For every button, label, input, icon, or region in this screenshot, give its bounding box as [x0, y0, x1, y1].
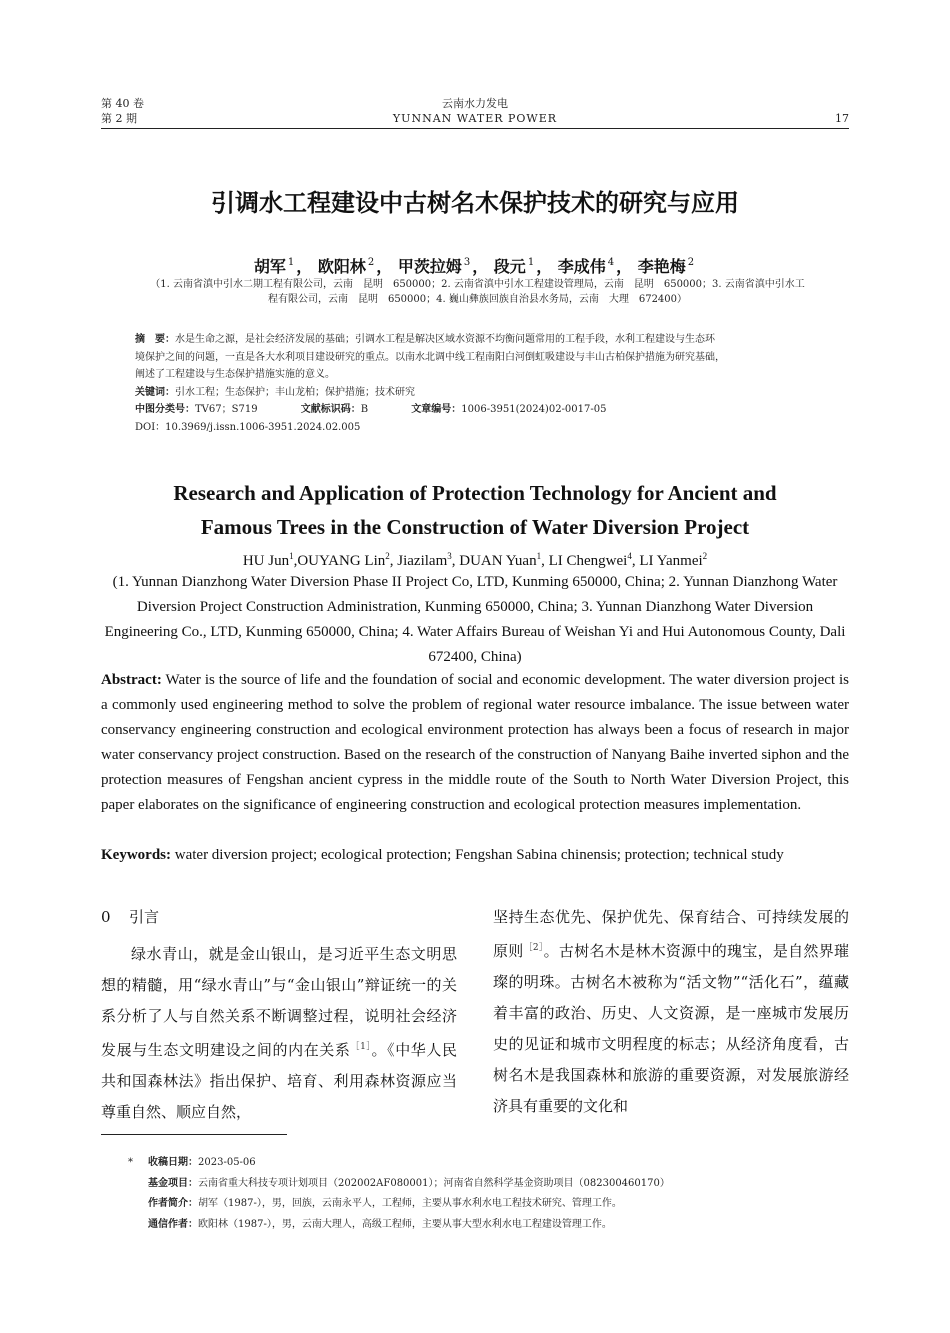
author-sep: ，: [376, 257, 393, 276]
authors-en: [0, 545, 950, 572]
header-journal-cn: 云南水力发电: [442, 97, 508, 110]
body-paragraph: [101, 939, 457, 1128]
body-paragraph: [493, 902, 849, 1122]
author-sep: ,: [631, 553, 640, 569]
keywords-cn-label: 关键词：: [135, 386, 175, 398]
article-no-label: 文章编号：: [411, 404, 462, 415]
author-sup: 2: [702, 551, 708, 561]
author-sup: 3: [447, 551, 452, 561]
author-en: LI Chengwei: [548, 553, 628, 569]
header-issue: 第 2 期: [101, 112, 137, 125]
author-sup: 1: [289, 551, 294, 561]
author-en: DUAN Yuan: [459, 553, 537, 569]
author-sup: 2: [385, 551, 390, 561]
abstract-en: [101, 668, 849, 818]
keywords-cn-text: 引水工程；生态保护；丰山龙柏；保护措施；技术研究: [175, 386, 415, 398]
footnote-label: 基金项目：: [148, 1177, 198, 1189]
footnote-text: 2023-05-06: [198, 1157, 256, 1168]
author-sup: 4: [607, 257, 615, 268]
affiliation-cn: [110, 277, 845, 307]
abstract-cn-text: 境保护之间的问题，一直是各大水利项目建设研究的重点。以南水北调中线工程南阳白河倒虹吸建设与丰山古柏保护措施为研究基础，: [135, 351, 725, 363]
author-sup: 1: [527, 257, 535, 268]
section-number: 0: [101, 908, 111, 926]
body-text: 坚持生态优先、保护优先、保育结合、可持续发展的原则: [493, 908, 849, 960]
title-en-line: Research and Application of Protection Technology for Ancient and: [173, 481, 777, 505]
footnote-text: 胡军（1987-），男，回族，云南永平人，工程师，主要从事水利水电工程技术研究、管理工作。: [198, 1198, 622, 1209]
author-en: HU Jun: [242, 553, 290, 569]
citation-ref[interactable]: ［2］: [523, 943, 544, 953]
author-cn: 段元: [493, 257, 526, 276]
footnote-text: 欧阳林（1987-），男，云南大理人，高级工程师，主要从事大型水利水电工程建设管理工作。: [198, 1218, 612, 1230]
body-text: 。古树名木是林木资源中的瑰宝，是自然界璀璨的明珠。古树名木被称为“活文物”“活化石”，蕴藏着丰富的政治、历史、人文资源，是一座城市发展历史的见证和城市文明程度的标志；从经济角度看，古树名木是我国森林和旅游的重要资源，对发展旅游经济具有重要的文化和: [493, 942, 849, 1115]
body-right-column: [493, 902, 849, 1122]
abstract-en-label: Abstract:: [101, 672, 162, 688]
title-en: [0, 476, 950, 544]
author-sup: 2: [687, 257, 695, 268]
author-en: LI Yanmei: [639, 553, 703, 569]
author-cn: 李艳梅: [637, 257, 686, 276]
abstract-cn: [135, 331, 815, 436]
author-sep: ，: [616, 257, 633, 276]
section-heading: [101, 902, 457, 933]
abstract-cn-text: 水是生命之源，是社会经济发展的基础；引调水工程是解决区域水资源不均衡问题常用的工程手段，水利工程建设与生态环: [175, 334, 715, 345]
footnote-text: 云南省重大科技专项计划项目（202002AF080001）；河南省自然科学基金资助项目（082300460170）: [198, 1177, 670, 1189]
author-cn: 李成伟: [557, 257, 606, 276]
classification-value: TV67；S719: [195, 404, 258, 415]
keywords-en-label: Keywords:: [101, 847, 171, 863]
authors-cn: [0, 251, 950, 279]
doi: DOI：10.3969/j.issn.1006-3951.2024.02.005: [135, 421, 361, 433]
author-sep: ，: [536, 257, 553, 276]
doc-code-label: 文献标识码：: [300, 404, 361, 415]
footnote-fund: [148, 1174, 848, 1195]
author-sup: 3: [463, 257, 471, 268]
author-sep: ,: [451, 553, 460, 569]
footnotes: [128, 1153, 848, 1235]
keywords-en: [101, 843, 861, 868]
footnote-label: 通信作者：: [148, 1218, 198, 1230]
title-en-line: Famous Trees in the Construction of Water Diversion Project: [200, 515, 750, 539]
citation-ref[interactable]: ［1］: [350, 1042, 372, 1052]
title-cn: 引调水工程建设中古树名木保护技术的研究与应用: [211, 189, 739, 217]
header-page-number: 17: [835, 112, 849, 125]
author-sep: ,: [541, 553, 549, 569]
affiliation-en: (1. Yunnan Dianzhong Water Diversion Phase II Project Co, LTD, Kunming 650000, China; 2. Yunnan Dianzhong Water Diversion Project Construction Administration, Kunming 650000, China; 3. Yunnan Dianzhong Water Diversion Engineering Co., LTD, Kunming 650000, China; 4. Water Affairs Bureau of Weishan Yi and Hui Autonomous County, Dali 672400, China): [104, 574, 846, 665]
footnote-star: *: [128, 1157, 133, 1168]
keywords-en-text: water diversion project; ecological protection; Fengshan Sabina chinensis; protection; technical study: [171, 847, 784, 863]
author-sep: ,: [293, 553, 298, 569]
footnote-received: [148, 1153, 848, 1174]
author-cn: 欧阳林: [317, 257, 366, 276]
footnote-author: [148, 1194, 848, 1215]
abstract-en-text: Water is the source of life and the foundation of social and economic development. The water diversion project is a commonly used engineering method to solve the problem of regional water resource imbalance. The issue between water conservancy engineering construction and ecological environment protection has always been a focus of research in major water conservancy project construction. Based on the research of the construction of Nanyang Baihe inverted siphon and the protection measures of Fengshan ancient cypress in the middle route of the South to North Water Diversion Project, this paper elaborates on the significance of engineering construction and ecological protection measures implementation.: [101, 672, 849, 813]
section-title: 引言: [129, 908, 160, 926]
author-sep: ,: [389, 553, 398, 569]
abstract-cn-label: 摘 要：: [135, 334, 175, 345]
affiliation-cn-line: 程有限公司，云南 昆明 650000；4. 巍山彝族回族自治县水务局，云南 大理 672400）: [267, 294, 688, 305]
author-sup: 4: [627, 551, 632, 561]
abstract-cn-text: 阐述了工程建设与生态保护措施实施的意义。: [135, 369, 335, 380]
footnote-label: 收稿日期：: [148, 1157, 198, 1168]
affiliation-cn-line: （1. 云南省滇中引水二期工程有限公司，云南 昆明 650000；2. 云南省滇中引水工程建设管理局，云南 昆明 650000；3. 云南省滇中引水工: [150, 279, 805, 290]
footnote-rule: [101, 1134, 287, 1135]
header-volume: 第 40 卷: [101, 97, 144, 110]
body-text: 。《中华人民共和国森林法》指出保护、培育、利用森林资源应当尊重自然、顺应自然，: [101, 1041, 457, 1121]
author-en: OUYANG Lin: [297, 553, 386, 569]
body-left-column: [101, 902, 457, 1128]
classification-label: 中图分类号：: [135, 404, 195, 415]
author-sep: ，: [296, 257, 313, 276]
author-sep: ，: [472, 257, 489, 276]
author-cn: 甲茨拉姆: [397, 257, 462, 276]
footnote-label: 作者简介：: [148, 1198, 198, 1209]
author-cn: 胡军: [253, 257, 286, 276]
footnote-corresponding: [148, 1215, 848, 1236]
author-sup: 2: [367, 257, 375, 268]
header-rule: [101, 128, 849, 129]
header-journal-en: YUNNAN WATER POWER: [392, 112, 558, 125]
doc-code-value: B: [360, 404, 369, 415]
author-sup: 1: [536, 551, 542, 561]
article-no-value: 1006-3951(2024)02-0017-05: [461, 404, 607, 415]
body-text: 绿水青山，就是金山银山，是习近平生态文明思想的精髓，用“绿水青山”与“金山银山”辩证统一的关系分析了人与自然关系不断调整过程，说明社会经济发展与生态文明建设之间的内在关系: [101, 945, 457, 1059]
author-en: Jiazilam: [397, 553, 448, 569]
author-sup: 1: [287, 257, 295, 268]
